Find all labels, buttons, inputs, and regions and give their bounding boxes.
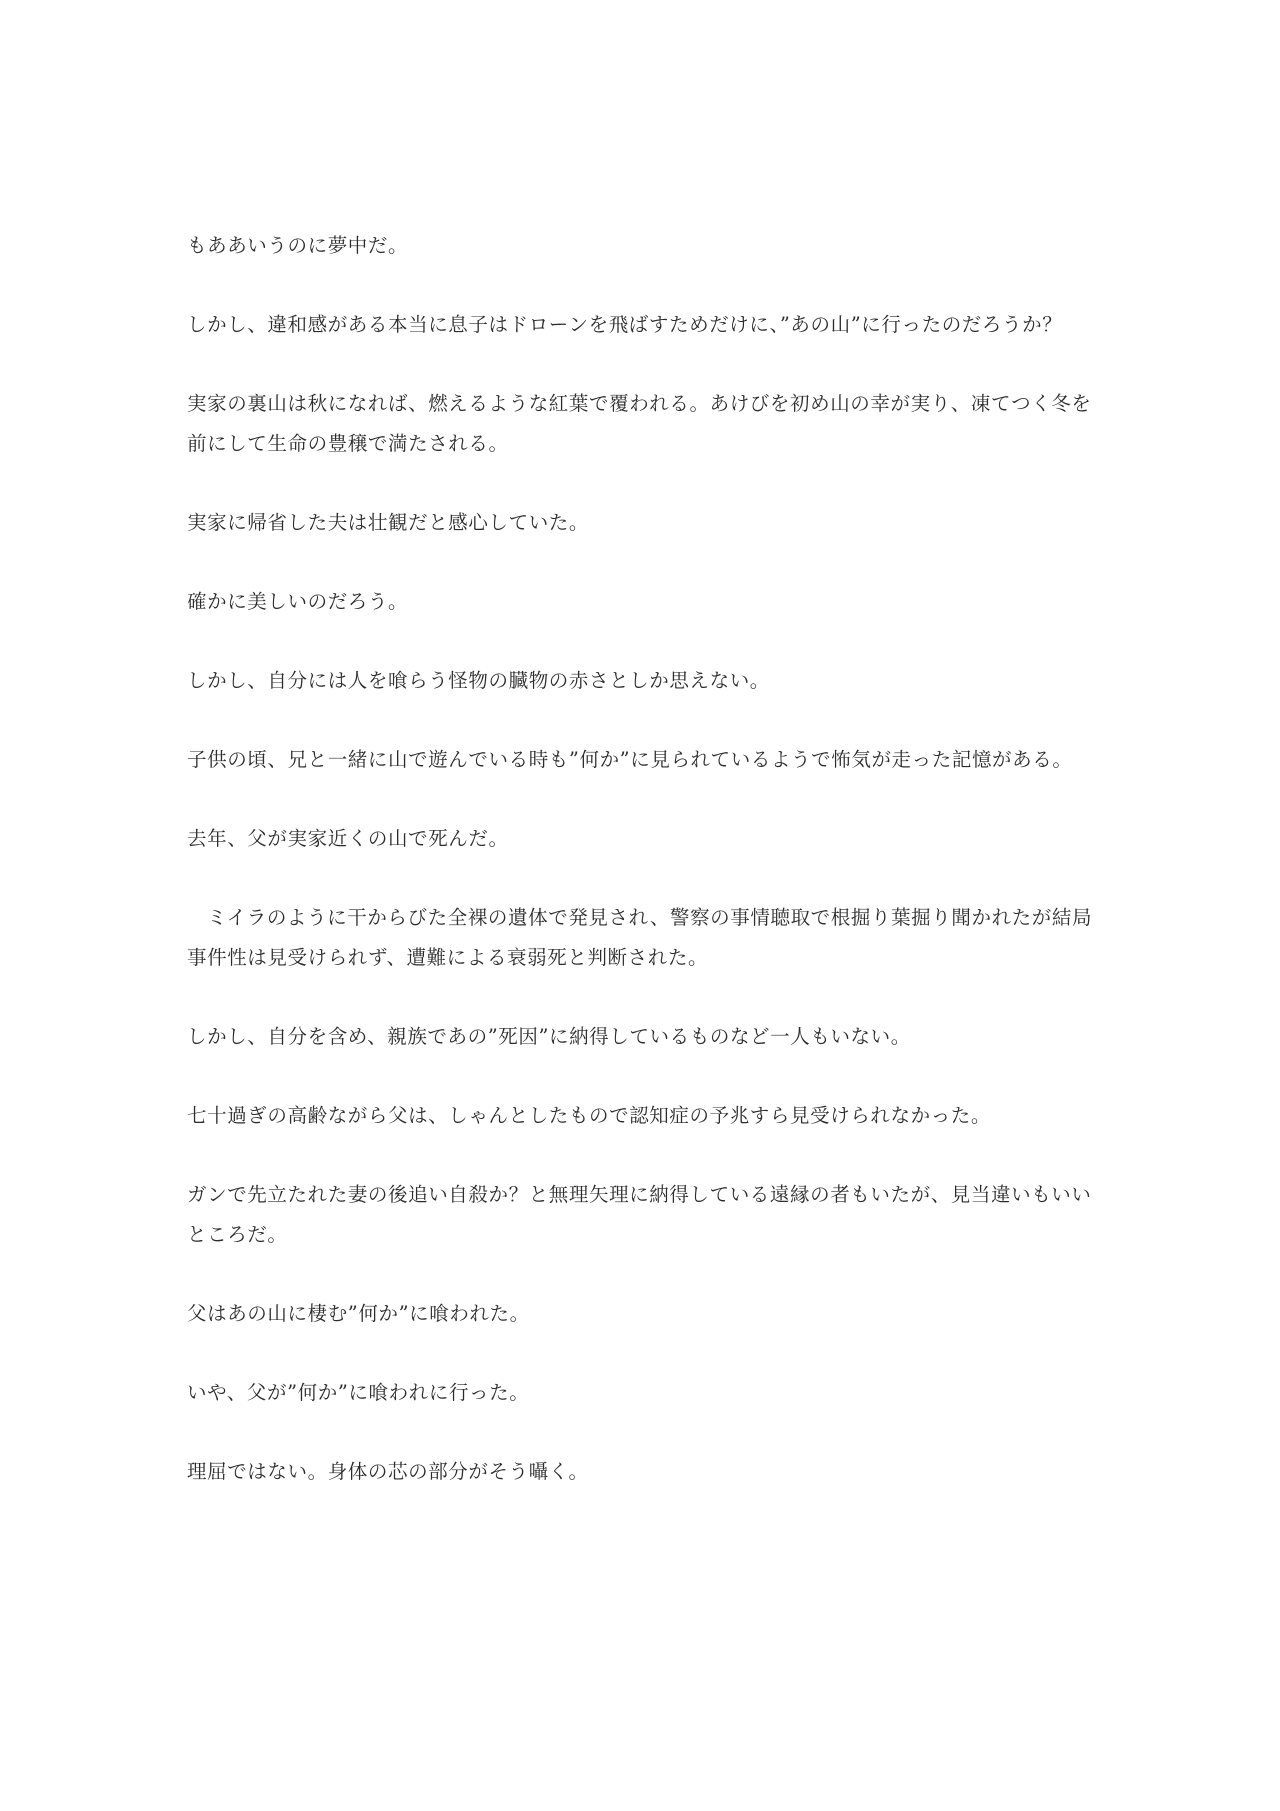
paragraph-13: 父はあの山に棲む”何か”に喰われた。: [187, 1302, 530, 1325]
paragraph-11: 七十過ぎの高齢ながら父は、しゃんとしたもので認知症の予兆すら見受けられなかった。: [187, 1104, 992, 1127]
paragraph-6: しかし、自分には人を喰らう怪物の臓物の赤さとしか思えない。: [187, 669, 770, 692]
paragraph-2: しかし、違和感がある本当に息子はドローンを飛ばすためだけに、”あの山”に行ったのだろうか？: [187, 313, 1063, 336]
paragraph-10: しかし、自分を含め、親族であの”死因”に納得しているものなど一人もいない。: [187, 1025, 911, 1048]
paragraph-3: 実家の裏山は秋になれば、燃えるような紅葉で覆われる。あけびを初め山の幸が実り、凍てつく冬を前にして生命の豊穣で満たされる。: [187, 392, 1092, 455]
paragraph-4: 実家に帰省した夫は壮観だと感心していた。: [187, 511, 590, 534]
paragraph-5: 確かに美しいのだろう。: [187, 590, 409, 613]
paragraph-9: ミイラのように干からびた全裸の遺体で発見され、警察の事情聴取で根掘り葉掘り聞かれたが結局事件性は見受けられず、遭難による衰弱死と判断された。: [187, 906, 1093, 969]
document-body: [187, 226, 1107, 1531]
paragraph-14: いや、父が”何か”に喰われに行った。: [187, 1381, 530, 1404]
paragraph-8: 去年、父が実家近くの山で死んだ。: [187, 827, 509, 850]
paragraph-15: 理屈ではない。身体の芯の部分がそう囁く。: [187, 1460, 589, 1483]
paragraph-12: ガンで先立たれた妻の後追い自殺か？と無理矢理に納得している遠縁の者もいたが、見当違いもいいところだ。: [187, 1183, 1092, 1246]
paragraph-1: もああいうのに夢中だ。: [187, 234, 409, 257]
paragraph-7: 子供の頃、兄と一緒に山で遊んでいる時も”何か”に見られているようで怖気が走った記憶がある。: [187, 748, 1073, 771]
